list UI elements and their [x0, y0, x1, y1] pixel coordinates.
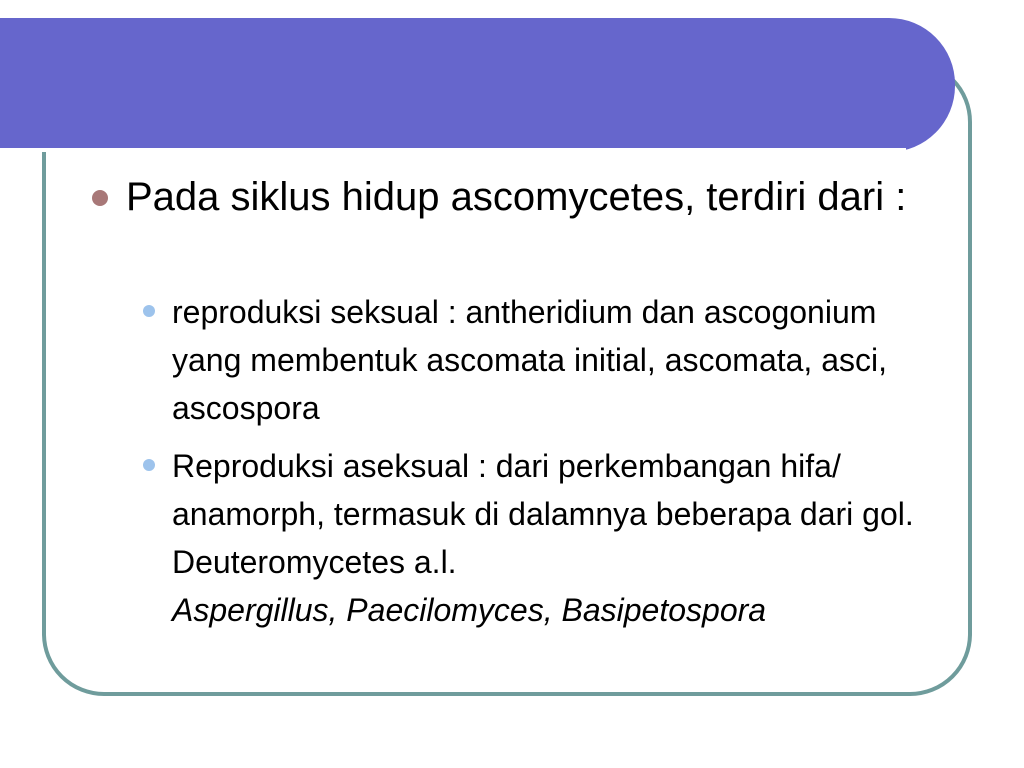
sub-bullet-dot — [143, 459, 155, 471]
sub-bullet-text: reproduksi seksual : antheridium dan ascogonium yang membentuk ascomata initial, ascomata, asci, ascospora — [172, 294, 887, 426]
main-bullet-dot — [92, 190, 108, 206]
main-bullet-text: Pada siklus hidup ascomycetes, terdiri dari : — [126, 175, 907, 219]
sub-bullet-dot — [143, 305, 155, 317]
sub-bullet-plain-text: Reproduksi aseksual : dari perkembangan hifa/ anamorph, termasuk di dalamnya beberapa dari gol. Deuteromycetes a.l. — [172, 448, 914, 580]
sub-bullet-italic-text: Aspergillus, Paecilomyces, Basipetospora — [172, 592, 767, 628]
sub-bullet-text — [172, 442, 932, 634]
